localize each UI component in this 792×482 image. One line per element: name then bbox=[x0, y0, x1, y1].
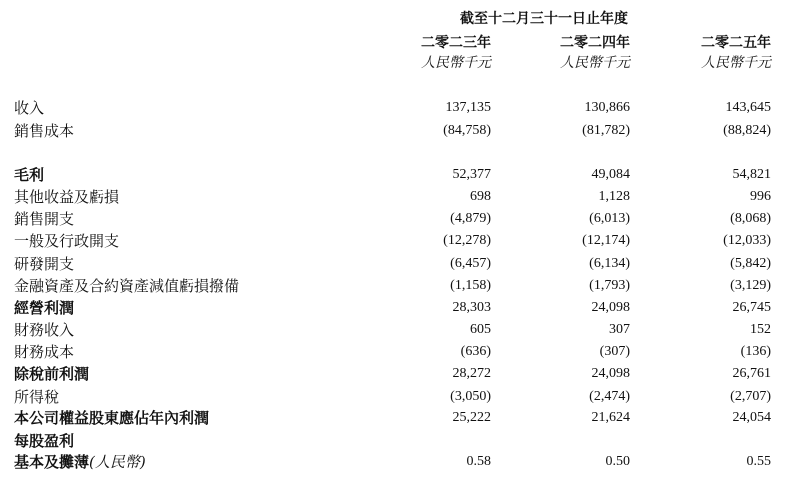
row-label-text: 金融資產及合約資產減值虧損撥備 bbox=[14, 277, 240, 295]
row-label bbox=[14, 452, 146, 472]
value-2025: (8,068) bbox=[730, 211, 771, 226]
statement-row bbox=[0, 120, 792, 142]
row-label-text: 毛利 bbox=[14, 166, 45, 184]
period-header: 截至十二月三十一日止年度 bbox=[460, 11, 628, 27]
statement-row bbox=[0, 164, 792, 186]
value-2025: 54,821 bbox=[732, 167, 771, 182]
value-2024: 24,098 bbox=[591, 366, 630, 381]
statement-row bbox=[0, 186, 792, 208]
statement-row bbox=[0, 230, 792, 252]
statement-row bbox=[0, 407, 792, 429]
row-label bbox=[14, 408, 209, 428]
value-2025: 24,054 bbox=[732, 410, 771, 425]
value-2025: (5,842) bbox=[730, 256, 771, 271]
row-label-text: 每股盈利 bbox=[14, 432, 75, 450]
value-2024: 0.50 bbox=[605, 454, 630, 469]
value-2023: 698 bbox=[470, 189, 491, 204]
row-label bbox=[14, 165, 44, 185]
row-label bbox=[14, 364, 89, 384]
value-2025: 152 bbox=[750, 322, 771, 337]
unit-header-2025: 人民幣千元 bbox=[701, 55, 771, 71]
row-label bbox=[14, 209, 74, 229]
value-2023: (636) bbox=[460, 344, 491, 359]
value-2023: 137,135 bbox=[445, 100, 491, 115]
row-label-text: 研發開支 bbox=[14, 255, 75, 273]
value-2025: (136) bbox=[740, 344, 771, 359]
value-2025: (12,033) bbox=[723, 233, 771, 248]
row-label-text: 除稅前利潤 bbox=[14, 365, 90, 383]
value-2024: (1,793) bbox=[589, 278, 630, 293]
value-2023: (84,758) bbox=[443, 123, 491, 138]
value-2023: (12,278) bbox=[443, 233, 491, 248]
row-label bbox=[14, 298, 74, 318]
value-2023: (4,879) bbox=[450, 211, 491, 226]
row-label-suffix: (人民幣) bbox=[89, 453, 146, 471]
row-label-text: 基本及攤薄 bbox=[14, 453, 90, 471]
value-2023: 25,222 bbox=[452, 410, 491, 425]
unit-header-2023: 人民幣千元 bbox=[421, 55, 491, 71]
value-2023: 28,303 bbox=[452, 300, 491, 315]
row-label bbox=[14, 276, 239, 296]
value-2024: 307 bbox=[609, 322, 630, 337]
row-label bbox=[14, 254, 74, 274]
value-2023: (3,050) bbox=[450, 389, 491, 404]
year-header-2023: 二零二三年 bbox=[421, 35, 491, 51]
value-2025: (88,824) bbox=[723, 123, 771, 138]
row-label bbox=[14, 187, 119, 207]
statement-row bbox=[0, 363, 792, 385]
value-2025: 26,745 bbox=[732, 300, 771, 315]
row-label bbox=[14, 121, 74, 141]
value-2024: 21,624 bbox=[591, 410, 630, 425]
row-label bbox=[14, 431, 74, 451]
value-2024: 24,098 bbox=[591, 300, 630, 315]
statement-row bbox=[0, 430, 792, 452]
value-2025: 26,761 bbox=[732, 366, 771, 381]
row-label bbox=[14, 98, 44, 118]
row-label bbox=[14, 342, 74, 362]
statement-row bbox=[0, 319, 792, 341]
value-2023: (1,158) bbox=[450, 278, 491, 293]
row-label bbox=[14, 231, 119, 251]
value-2024: (81,782) bbox=[582, 123, 630, 138]
value-2024: 49,084 bbox=[591, 167, 630, 182]
unit-header-2024: 人民幣千元 bbox=[560, 55, 630, 71]
statement-row bbox=[0, 341, 792, 363]
row-label-text: 經營利潤 bbox=[14, 299, 75, 317]
value-2024: (12,174) bbox=[582, 233, 630, 248]
statement-row bbox=[0, 451, 792, 473]
statement-row bbox=[0, 386, 792, 408]
row-label-text: 其他收益及虧損 bbox=[14, 188, 120, 206]
value-2024: (2,474) bbox=[589, 389, 630, 404]
value-2023: 605 bbox=[470, 322, 491, 337]
value-2023: 52,377 bbox=[452, 167, 491, 182]
row-label-text: 銷售開支 bbox=[14, 210, 75, 228]
value-2025: 0.55 bbox=[746, 454, 771, 469]
value-2024: (6,013) bbox=[589, 211, 630, 226]
value-2025: (3,129) bbox=[730, 278, 771, 293]
year-header-2024: 二零二四年 bbox=[560, 35, 630, 51]
row-label-text: 財務成本 bbox=[14, 343, 75, 361]
statement-row bbox=[0, 275, 792, 297]
value-2024: 130,866 bbox=[584, 100, 630, 115]
value-2025: 143,645 bbox=[725, 100, 771, 115]
row-label-text: 財務收入 bbox=[14, 321, 75, 339]
value-2025: 996 bbox=[750, 189, 771, 204]
value-2025: (2,707) bbox=[730, 389, 771, 404]
value-2024: (307) bbox=[599, 344, 630, 359]
statement-row bbox=[0, 208, 792, 230]
row-label-text: 銷售成本 bbox=[14, 122, 75, 140]
value-2023: 0.58 bbox=[466, 454, 491, 469]
row-label-text: 一般及行政開支 bbox=[14, 232, 120, 250]
statement-row bbox=[0, 297, 792, 319]
row-label bbox=[14, 387, 59, 407]
row-label-text: 所得稅 bbox=[14, 388, 60, 406]
value-2023: 28,272 bbox=[452, 366, 491, 381]
row-label-text: 收入 bbox=[14, 99, 45, 117]
value-2024: (6,134) bbox=[589, 256, 630, 271]
year-header-2025: 二零二五年 bbox=[701, 35, 771, 51]
statement-row bbox=[0, 253, 792, 275]
value-2023: (6,457) bbox=[450, 256, 491, 271]
value-2024: 1,128 bbox=[598, 189, 630, 204]
row-label bbox=[14, 320, 74, 340]
row-label-text: 本公司權益股東應佔年內利潤 bbox=[14, 409, 210, 427]
statement-row bbox=[0, 97, 792, 119]
